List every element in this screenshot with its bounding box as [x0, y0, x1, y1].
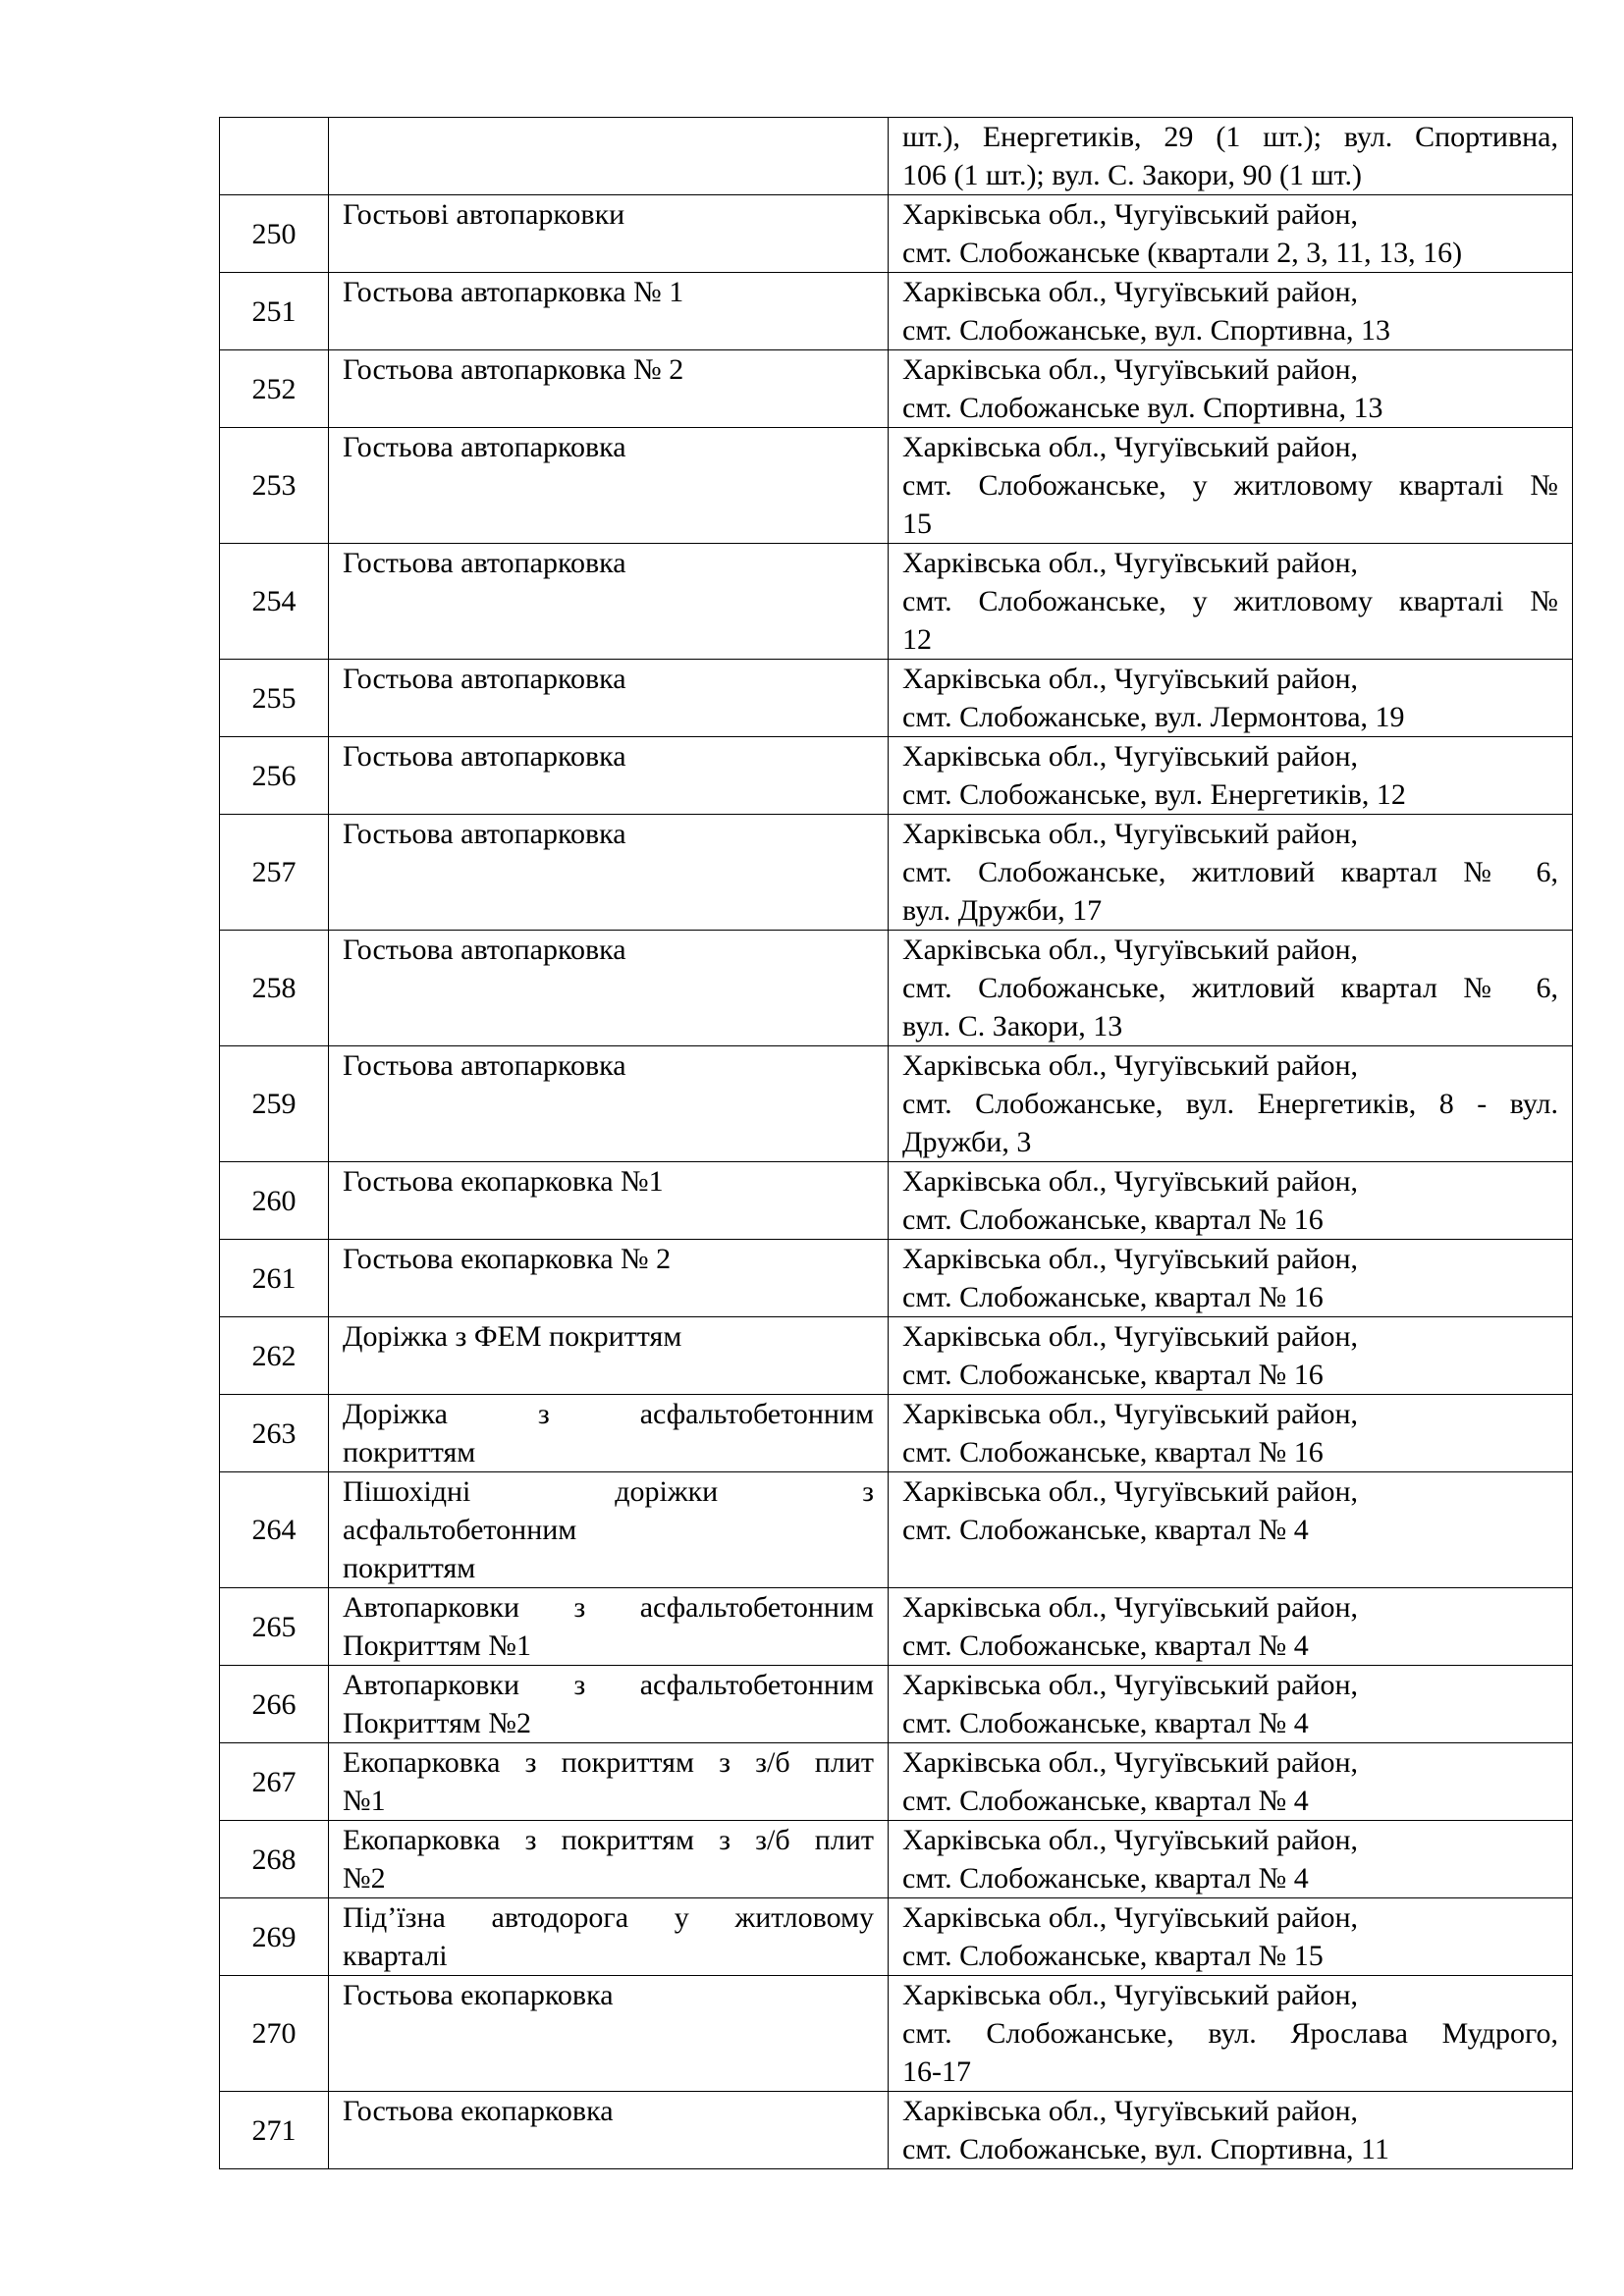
- object-address-line: 106 (1 шт.); вул. С. Закори, 90 (1 шт.): [902, 159, 1362, 191]
- object-name-line: Гостьова екопарковка: [343, 1979, 614, 2011]
- table-row: [220, 2092, 1573, 2169]
- object-address-line: смт. Слобожанське, вул. Енергетиків, 8 - вул.: [902, 1088, 1558, 1120]
- row-number: 269: [220, 1898, 329, 1976]
- object-address-line: Харківська обл., Чугуївський район,: [902, 1979, 1359, 2011]
- object-name-cell: [329, 1472, 889, 1588]
- row-number: 259: [220, 1046, 329, 1162]
- table-row: [220, 1240, 1573, 1317]
- row-number: 258: [220, 931, 329, 1046]
- object-name-cell: [329, 544, 889, 660]
- object-address-line: Харківська обл., Чугуївський район,: [902, 1669, 1359, 1701]
- object-address-line: Харківська обл., Чугуївський район,: [902, 2095, 1359, 2127]
- object-address-line: Харківська обл., Чугуївський район,: [902, 276, 1359, 308]
- object-name-cell: [329, 273, 889, 350]
- table-row: [220, 350, 1573, 428]
- object-name-cell: [329, 1395, 889, 1472]
- object-address-line: смт. Слобожанське, квартал № 4: [902, 1629, 1309, 1662]
- object-address-cell: [889, 815, 1573, 931]
- row-number: 262: [220, 1317, 329, 1395]
- object-name-line: №1: [343, 1785, 386, 1817]
- object-name-cell: [329, 1666, 889, 1743]
- object-address-line: Харківська обл., Чугуївський район,: [902, 1320, 1359, 1353]
- table-row: [220, 118, 1573, 195]
- object-address-cell: [889, 931, 1573, 1046]
- table-row: [220, 1395, 1573, 1472]
- object-address-line: Харківська обл., Чугуївський район,: [902, 740, 1359, 773]
- object-address-cell: [889, 1240, 1573, 1317]
- object-name-cell: [329, 1898, 889, 1976]
- table-row: [220, 1472, 1573, 1588]
- object-name-cell: [329, 1821, 889, 1898]
- object-name-line: Доріжка з асфальтобетонним: [343, 1398, 874, 1430]
- object-name-line: Гостьова автопарковка: [343, 663, 626, 695]
- row-number: 254: [220, 544, 329, 660]
- table-row: [220, 1666, 1573, 1743]
- object-name-cell: [329, 1317, 889, 1395]
- object-address-line: Харківська обл., Чугуївський район,: [902, 1049, 1359, 1082]
- object-name-line: Гостьова екопарковка № 2: [343, 1243, 672, 1275]
- object-address-cell: [889, 1317, 1573, 1395]
- object-address-cell: [889, 1162, 1573, 1240]
- object-address-line: Харківська обл., Чугуївський район,: [902, 353, 1359, 386]
- object-name-line: Покриттям №1: [343, 1629, 532, 1662]
- row-number: 270: [220, 1976, 329, 2092]
- object-address-line: Харківська обл., Чугуївський район,: [902, 1475, 1359, 1508]
- row-number: 266: [220, 1666, 329, 1743]
- object-address-cell: [889, 737, 1573, 815]
- object-address-line: вул. С. Закори, 13: [902, 1010, 1123, 1042]
- object-name-line: Автопарковки з асфальтобетонним: [343, 1669, 874, 1701]
- object-address-line: 16-17: [902, 2056, 971, 2088]
- row-number: 271: [220, 2092, 329, 2169]
- object-address-cell: [889, 1588, 1573, 1666]
- object-address-cell: [889, 1472, 1573, 1588]
- object-address-line: Харківська обл., Чугуївський район,: [902, 1901, 1359, 1934]
- object-name-cell: [329, 660, 889, 737]
- object-name-line: Екопарковка з покриттям з з/б плит: [343, 1746, 874, 1779]
- table-row: [220, 660, 1573, 737]
- table-row: [220, 1046, 1573, 1162]
- row-number: 257: [220, 815, 329, 931]
- object-name-cell: [329, 2092, 889, 2169]
- object-address-line: Харківська обл., Чугуївський район,: [902, 431, 1359, 463]
- object-address-line: Харківська обл., Чугуївський район,: [902, 1398, 1359, 1430]
- object-address-line: Харківська обл., Чугуївський район,: [902, 1746, 1359, 1779]
- object-address-line: смт. Слобожанське, у житловому кварталі №: [902, 469, 1558, 502]
- table-row: [220, 428, 1573, 544]
- object-address-line: смт. Слобожанське, квартал № 15: [902, 1940, 1324, 1972]
- object-address-cell: [889, 118, 1573, 195]
- object-address-cell: [889, 1976, 1573, 2092]
- table-row: [220, 1162, 1573, 1240]
- table-row: [220, 1976, 1573, 2092]
- row-number: 268: [220, 1821, 329, 1898]
- row-number: 253: [220, 428, 329, 544]
- row-number: 256: [220, 737, 329, 815]
- object-name-line: Гостьова автопарковка: [343, 818, 626, 850]
- object-address-cell: [889, 1666, 1573, 1743]
- row-number: 250: [220, 195, 329, 273]
- object-name-line: Гостьова автопарковка: [343, 547, 626, 579]
- object-address-cell: [889, 1821, 1573, 1898]
- object-name-cell: [329, 118, 889, 195]
- object-address-cell: [889, 428, 1573, 544]
- object-address-line: смт. Слобожанське, вул. Ярослава Мудрого,: [902, 2017, 1558, 2050]
- object-address-line: смт. Слобожанське, вул. Спортивна, 13: [902, 314, 1391, 347]
- object-name-line: Гостьова екопарковка: [343, 2095, 614, 2127]
- row-number: 263: [220, 1395, 329, 1472]
- object-name-cell: [329, 1588, 889, 1666]
- object-name-line: Екопарковка з покриттям з з/б плит: [343, 1824, 874, 1856]
- row-number: 267: [220, 1743, 329, 1821]
- row-number: 264: [220, 1472, 329, 1588]
- object-address-line: смт. Слобожанське, квартал № 16: [902, 1359, 1324, 1391]
- table-row: [220, 931, 1573, 1046]
- object-address-line: смт. Слобожанське, квартал № 4: [902, 1707, 1309, 1739]
- object-address-cell: [889, 544, 1573, 660]
- object-address-line: смт. Слобожанське вул. Спортивна, 13: [902, 392, 1383, 424]
- object-name-line: покриттям: [343, 1552, 476, 1584]
- object-name-line: Гостьова автопарковка: [343, 740, 626, 773]
- object-name-line: Гостьова автопарковка: [343, 1049, 626, 1082]
- object-name-cell: [329, 1240, 889, 1317]
- object-address-line: Харківська обл., Чугуївський район,: [902, 1243, 1359, 1275]
- table-row: [220, 1821, 1573, 1898]
- object-name-line: Покриттям №2: [343, 1707, 532, 1739]
- row-number: [220, 118, 329, 195]
- row-number: 265: [220, 1588, 329, 1666]
- row-number: 251: [220, 273, 329, 350]
- object-address-line: смт. Слобожанське, квартал № 4: [902, 1785, 1309, 1817]
- object-address-line: смт. Слобожанське, квартал № 4: [902, 1514, 1309, 1546]
- object-address-line: 15: [902, 507, 932, 540]
- object-address-line: смт. Слобожанське, житловий квартал № 6,: [902, 856, 1558, 888]
- table-row: [220, 737, 1573, 815]
- object-address-cell: [889, 350, 1573, 428]
- object-address-line: Харківська обл., Чугуївський район,: [902, 1591, 1359, 1624]
- object-address-line: Харківська обл., Чугуївський район,: [902, 663, 1359, 695]
- object-name-line: Автопарковки з асфальтобетонним: [343, 1591, 874, 1624]
- object-name-line: покриттям: [343, 1436, 476, 1468]
- object-name-line: Доріжка з ФЕМ покриттям: [343, 1320, 682, 1353]
- object-address-line: вул. Дружби, 17: [902, 894, 1103, 927]
- object-name-cell: [329, 815, 889, 931]
- object-address-line: шт.), Енергетиків, 29 (1 шт.); вул. Спортивна,: [902, 121, 1558, 153]
- object-name-line: Пішохідні доріжки з: [343, 1475, 874, 1508]
- object-address-line: Харківська обл., Чугуївський район,: [902, 818, 1359, 850]
- object-name-cell: [329, 1743, 889, 1821]
- table-row: [220, 1743, 1573, 1821]
- objects-table-body: [220, 118, 1573, 2169]
- table-row: [220, 273, 1573, 350]
- table-row: [220, 1317, 1573, 1395]
- object-address-line: смт. Слобожанське, вул. Енергетиків, 12: [902, 778, 1406, 811]
- object-address-line: Харківська обл., Чугуївський район,: [902, 934, 1359, 966]
- object-address-line: смт. Слобожанське, квартал № 16: [902, 1203, 1324, 1236]
- object-name-cell: [329, 931, 889, 1046]
- object-address-cell: [889, 2092, 1573, 2169]
- object-address-cell: [889, 660, 1573, 737]
- object-name-cell: [329, 737, 889, 815]
- object-address-line: Харківська обл., Чугуївський район,: [902, 198, 1359, 231]
- object-name-line: кварталі: [343, 1940, 448, 1972]
- table-row: [220, 1588, 1573, 1666]
- object-name-line: №2: [343, 1862, 386, 1895]
- object-address-cell: [889, 1743, 1573, 1821]
- object-address-line: смт. Слобожанське (квартали 2, 3, 11, 13, 16): [902, 237, 1463, 269]
- row-number: 255: [220, 660, 329, 737]
- object-address-cell: [889, 1395, 1573, 1472]
- object-name-line: Гостьова автопарковка: [343, 934, 626, 966]
- table-row: [220, 195, 1573, 273]
- object-address-line: Харківська обл., Чугуївський район,: [902, 1165, 1359, 1198]
- row-number: 260: [220, 1162, 329, 1240]
- object-address-line: Харківська обл., Чугуївський район,: [902, 1824, 1359, 1856]
- object-name-line: Гостьова автопарковка № 1: [343, 276, 684, 308]
- object-name-cell: [329, 1976, 889, 2092]
- object-address-line: смт. Слобожанське, квартал № 4: [902, 1862, 1309, 1895]
- object-name-cell: [329, 1046, 889, 1162]
- object-name-line: Гостьові автопарковки: [343, 198, 625, 231]
- row-number: 261: [220, 1240, 329, 1317]
- object-address-line: смт. Слобожанське, вул. Спортивна, 11: [902, 2133, 1389, 2165]
- object-address-cell: [889, 273, 1573, 350]
- object-address-line: смт. Слобожанське, у житловому кварталі №: [902, 585, 1558, 617]
- object-address-line: Дружби, 3: [902, 1126, 1032, 1158]
- objects-table: [219, 117, 1573, 2169]
- object-name-line: асфальтобетонним: [343, 1514, 577, 1546]
- object-name-cell: [329, 1162, 889, 1240]
- object-address-line: Харківська обл., Чугуївський район,: [902, 547, 1359, 579]
- object-name-line: Гостьова автопарковка № 2: [343, 353, 684, 386]
- object-name-cell: [329, 428, 889, 544]
- object-address-line: смт. Слобожанське, вул. Лермонтова, 19: [902, 701, 1405, 733]
- object-address-line: смт. Слобожанське, житловий квартал № 6,: [902, 972, 1558, 1004]
- object-address-line: 12: [902, 623, 932, 656]
- row-number: 252: [220, 350, 329, 428]
- object-name-line: Гостьова автопарковка: [343, 431, 626, 463]
- object-address-cell: [889, 1046, 1573, 1162]
- object-address-line: смт. Слобожанське, квартал № 16: [902, 1281, 1324, 1313]
- table-row: [220, 1898, 1573, 1976]
- table-row: [220, 815, 1573, 931]
- object-address-line: смт. Слобожанське, квартал № 16: [902, 1436, 1324, 1468]
- object-address-cell: [889, 195, 1573, 273]
- object-name-line: Гостьова екопарковка №1: [343, 1165, 664, 1198]
- object-name-line: Під’їзна автодорога у житловому: [343, 1901, 874, 1934]
- table-row: [220, 544, 1573, 660]
- object-name-cell: [329, 350, 889, 428]
- object-address-cell: [889, 1898, 1573, 1976]
- object-name-cell: [329, 195, 889, 273]
